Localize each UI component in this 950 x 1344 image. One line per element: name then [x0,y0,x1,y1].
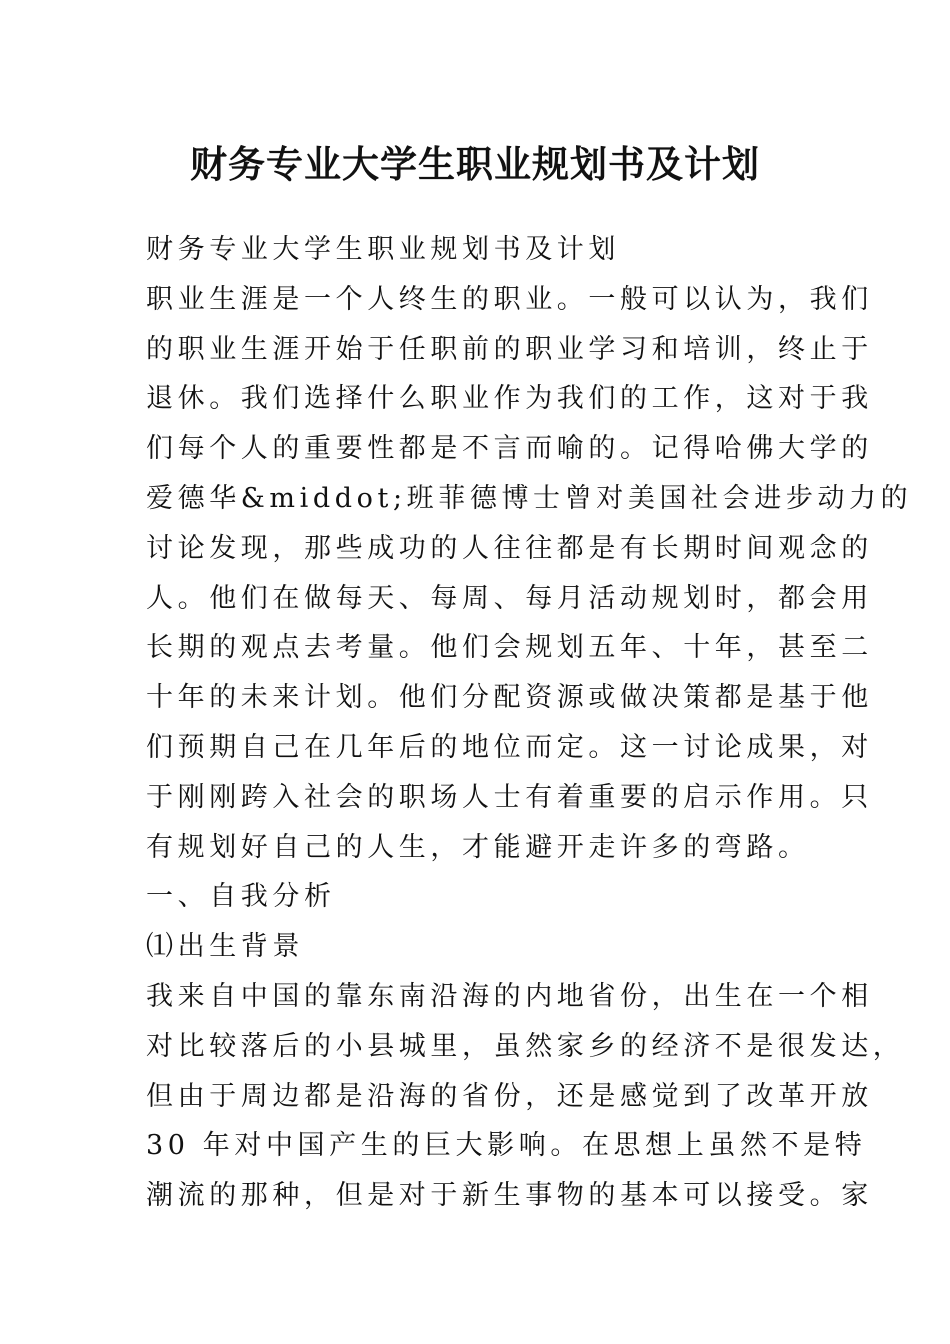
paragraph-line: 爱德华&middot;班菲德博士曾对美国社会进步动力的 [146,482,913,514]
paragraph-line: 长期的观点去考量。他们会规划五年、十年，甚至二 [146,632,873,664]
paragraph-line: 潮流的那种，但是对于新生事物的基本可以接受。家 [146,1180,873,1212]
document-body [146,225,913,1221]
paragraph-line: 30 年对中国产生的巨大影响。在思想上虽然不是特 [146,1130,867,1162]
paragraph-line: 十年的未来计划。他们分配资源或做决策都是基于他 [146,682,873,714]
paragraph-line: 们每个人的重要性都是不言而喻的。记得哈佛大学的 [146,433,873,465]
paragraph-line: 退休。我们选择什么职业作为我们的工作，这对于我 [146,383,873,415]
paragraph-line: 对比较落后的小县城里，虽然家乡的经济不是很发达， [146,1030,905,1062]
paragraph-line: 我来自中国的靠东南沿海的内地省份，出生在一个相 [146,980,873,1012]
document-title: 财务专业大学生职业规划书及计划 [190,142,760,186]
paragraph-line: 于刚刚跨入社会的职场人士有着重要的启示作用。只 [146,781,873,813]
paragraph-line: 讨论发现，那些成功的人往往都是有长期时间观念的 [146,532,873,564]
paragraph-line: 们预期自己在几年后的地位而定。这一讨论成果，对 [146,731,873,763]
paragraph-line: 职业生涯是一个人终生的职业。一般可以认为，我们 [146,283,873,315]
subtitle-line: 财务专业大学生职业规划书及计划 [146,234,620,265]
section-heading: 一、自我分析 [146,881,336,913]
paragraph-line: 人。他们在做每天、每周、每月活动规划时，都会用 [146,582,873,614]
subsection-heading: ⑴出生背景 [146,931,304,963]
paragraph-line: 有规划好自己的人生，才能避开走许多的弯路。 [146,831,810,863]
paragraph-line: 但由于周边都是沿海的省份，还是感觉到了改革开放 [146,1080,873,1112]
paragraph-line: 的职业生涯开始于任职前的职业学习和培训，终止于 [146,333,873,365]
